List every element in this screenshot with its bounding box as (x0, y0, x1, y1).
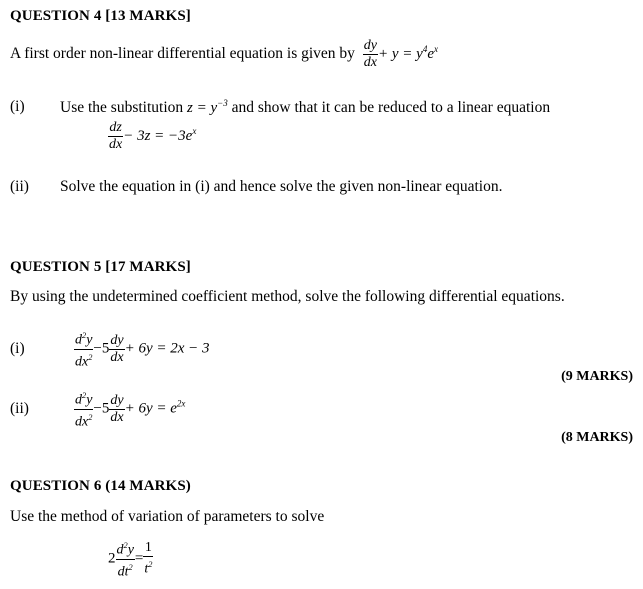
question-5-part-ii-equation: $\frac{d^2y}{dx^2}$ −5 $\frac{dy}{dx}$ + $6y = e^{2x}$ (74, 388, 185, 430)
question-4-part-ii-text: Solve the equation in (i) and hence solve the given non-linear equation. (60, 178, 503, 195)
question-5-part-i-label: (i) (10, 340, 25, 357)
substitution-expression: $z = y^{-3}$ (187, 98, 228, 116)
d2y-dx2-fraction: $\frac{d^2y}{dx^2}$ (75, 391, 93, 430)
question-4-part-i-label: (i) (10, 98, 25, 115)
question-6-title: QUESTION 6 (14 MARKS) (10, 478, 191, 494)
question-4-title: QUESTION 4 [13 MARKS] (10, 8, 191, 24)
question-6-intro: Use the method of variation of parameters to solve (10, 508, 325, 525)
question-5-title: QUESTION 5 [17 MARKS] (10, 259, 191, 275)
question-4-part-ii-label: (ii) (10, 178, 29, 195)
dy-dx-fraction: $\frac{dy}{dx}$ (363, 38, 378, 70)
question-4-part-i-text: Use the substitution $z = y^{-3}$ and show that it can be reduced to a linear equation (60, 98, 551, 116)
question-6-equation: 2 $\frac{d^2y}{dt^2}$ = $\frac{1}{t^2}$ (108, 538, 153, 580)
question-4-equation: $\frac{dy}{dx}$ + $y = y^4e^x$ (363, 38, 438, 70)
linear-equation: $\frac{dz}{dx}$ − $3z = -3e^x$ (109, 120, 197, 152)
dz-dx-fraction: $\frac{dz}{dx}$ (109, 120, 123, 152)
dy-dx-fraction: $\frac{dy}{dx}$ (110, 332, 124, 365)
d2y-dx2-fraction: $\frac{d^2y}{dx^2}$ (75, 331, 93, 370)
question-5-part-ii-marks: (8 MARKS) (561, 430, 633, 445)
question-5-intro: By using the undetermined coefficient method, solve the following differential equations. (10, 288, 565, 305)
question-5-part-ii-label: (ii) (10, 400, 29, 417)
question-4-statement (10, 38, 438, 71)
dy-dx-fraction: $\frac{dy}{dx}$ (110, 392, 124, 425)
question-5-part-i-marks: (9 MARKS) (561, 369, 633, 384)
one-over-t-squared-fraction: $\frac{1}{t^2}$ (144, 540, 153, 577)
d2y-dt2-fraction: $\frac{d^2y}{dt^2}$ (116, 541, 134, 580)
question-5-part-i-equation: $\frac{d^2y}{dx^2}$ −5 $\frac{dy}{dx}$ + 6y = 2x − 3 (74, 328, 210, 370)
question-4-intro: A first order non-linear differential equation is given by (10, 44, 355, 62)
